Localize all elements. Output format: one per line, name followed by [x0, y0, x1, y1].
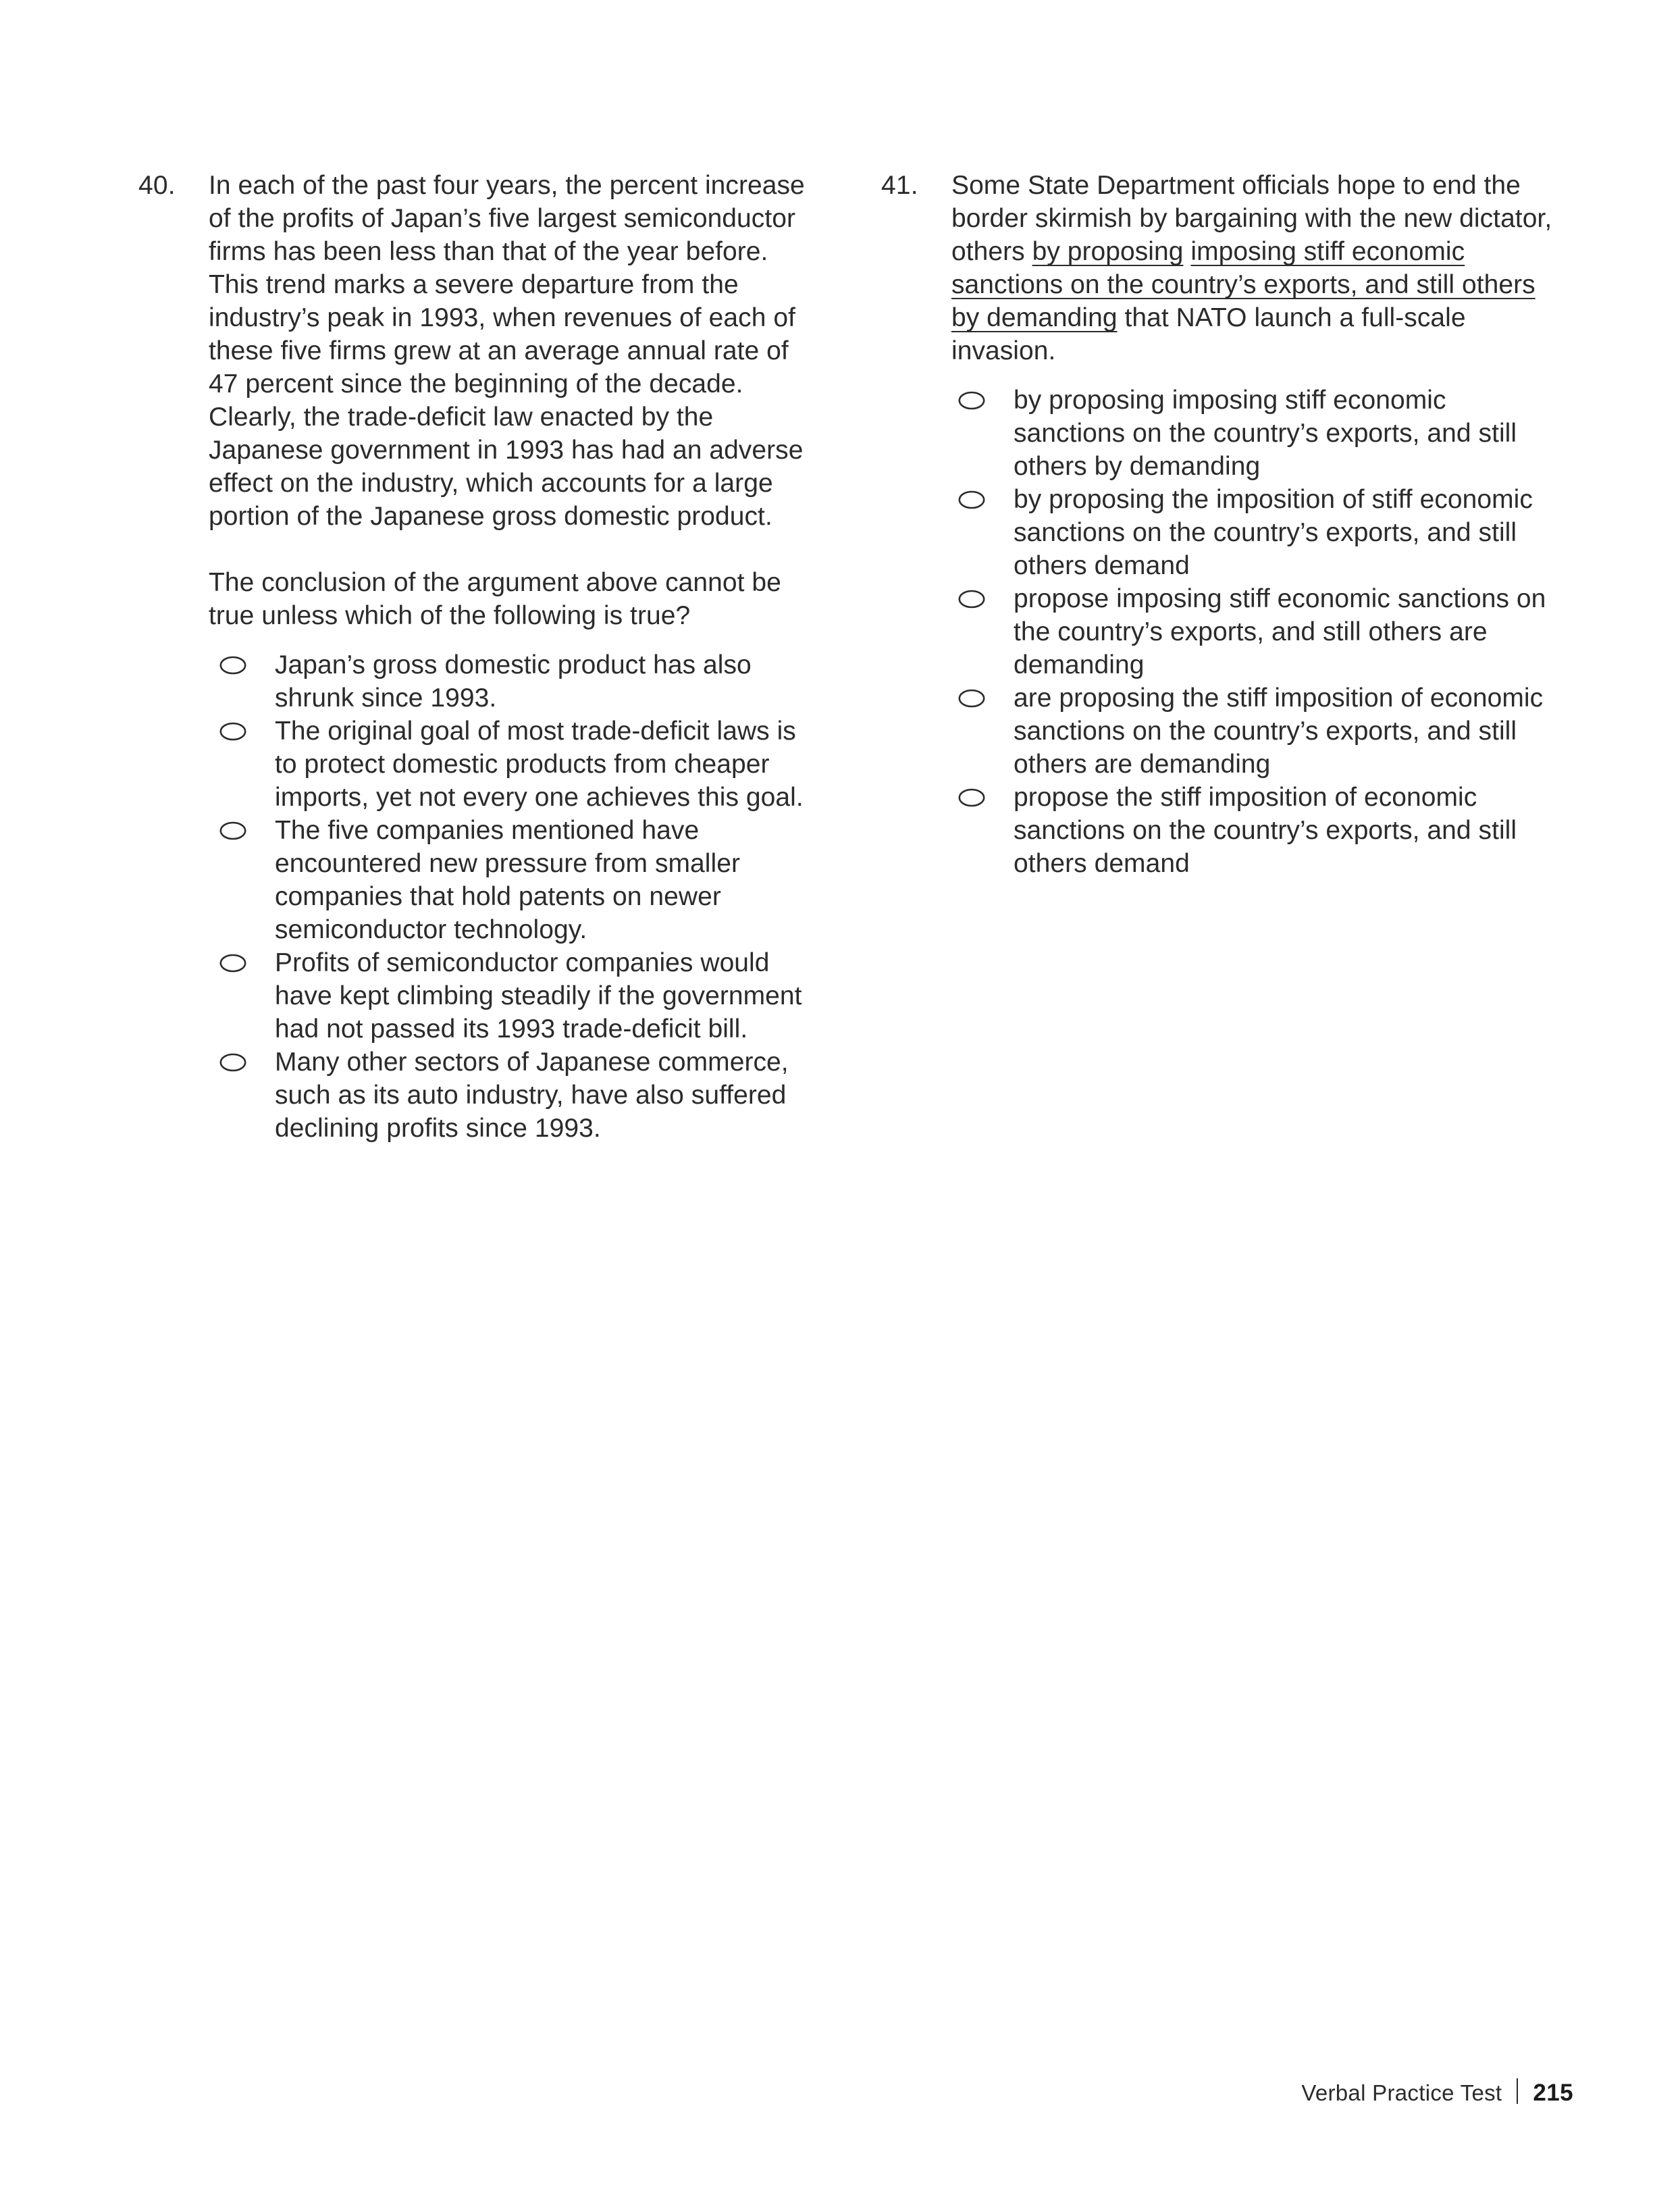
answer-choice-text: by proposing the imposition of stiff economic sanctions on the country’s exports, and still others demand [1014, 485, 1533, 580]
answer-choice[interactable] [951, 781, 1563, 880]
footer-divider-icon [1517, 2078, 1518, 2104]
answer-bubble-icon[interactable] [209, 715, 275, 748]
stem-segment-plain-2: that NATO launch a full-scale invasion. [951, 303, 1466, 365]
answer-choice-text: propose imposing stiff economic sanctions on the country’s exports, and still others are demanding [1014, 584, 1546, 679]
answer-bubble-icon[interactable] [951, 681, 1014, 715]
answer-choice[interactable] [209, 648, 820, 715]
answer-bubble-icon[interactable] [951, 483, 1014, 516]
column-right [881, 169, 1563, 891]
question-prompt: The conclusion of the argument above cannot be true unless which of the following is true? [209, 568, 781, 630]
answer-choice-text: Profits of semiconductor companies would have kept climbing steadily if the government had not passed its 1993 trade-deficit bill. [275, 948, 802, 1044]
question-body [951, 169, 1563, 891]
answer-choice-text: The original goal of most trade-deficit laws is to protect domestic products from cheaper imports, yet not every one achieves this goal. [275, 717, 804, 812]
answer-choice[interactable] [951, 384, 1563, 483]
answer-bubble-icon[interactable] [209, 648, 275, 681]
stem-segment-plain-1: Some State Department officials hope to end the border skirmish by bargaining with the new dictator, others [951, 171, 1552, 266]
question-number: 40. [138, 171, 176, 200]
answer-choice-text: Many other sectors of Japanese commerce, such as its auto industry, have also suffered declining profits since 1993. [275, 1048, 789, 1143]
question-40 [138, 169, 820, 1156]
question-number: 41. [881, 171, 918, 200]
answer-bubble-icon[interactable] [951, 781, 1014, 814]
answer-choice[interactable] [951, 582, 1563, 681]
page-footer [1301, 2075, 1573, 2107]
answer-choice-text: are proposing the stiff imposition of economic sanctions on the country’s exports, and still others are demanding [1014, 684, 1544, 779]
column-left [138, 169, 820, 1156]
answer-choice[interactable] [951, 483, 1563, 582]
answer-choice-text: Japan’s gross domestic product has also shrunk since 1993. [275, 650, 752, 713]
two-column-layout [138, 169, 1573, 1156]
answer-choice-list-40 [209, 648, 820, 1145]
page-number: 215 [1533, 2080, 1573, 2106]
answer-choice-text: by proposing imposing stiff economic sanctions on the country’s exports, and still others by demanding [1014, 386, 1517, 481]
question-stem-underlined [951, 169, 1563, 367]
answer-choice[interactable] [209, 814, 820, 946]
answer-choice[interactable] [209, 1046, 820, 1145]
answer-bubble-icon[interactable] [209, 1046, 275, 1079]
answer-choice-list-41 [951, 384, 1563, 880]
stem-segment-space [1184, 237, 1191, 266]
answer-choice[interactable] [951, 681, 1563, 781]
answer-choice-text: The five companies mentioned have encountered new pressure from smaller companies that hold patents on newer semiconductor technology. [275, 816, 740, 944]
answer-choice[interactable] [209, 946, 820, 1046]
answer-choice[interactable] [209, 715, 820, 814]
footer-title: Verbal Practice Test [1301, 2080, 1502, 2105]
question-41 [881, 169, 1563, 891]
answer-bubble-icon[interactable] [951, 582, 1014, 615]
question-body [209, 169, 820, 1156]
question-stem-paragraph-1: In each of the past four years, the percent increase of the profits of Japan’s five largest semiconductor firms has been less than that of the year before. This trend marks a severe departure from the industry’s peak in 1993, when revenues of each of these five firms grew at an average annual rate of 47 percent since the beginning of the decade. Clearly, the trade-deficit law enacted by the Japanese government in 1993 has had an adverse effect on the industry, which accounts for a large portion of the Japanese gross domestic product. [209, 171, 805, 531]
stem-segment-underlined-1: by proposing [1032, 237, 1184, 266]
stem-segment-underlined-2: imposing stiff economic sanctions on the country’s exports, and still others by demanding [951, 237, 1535, 332]
answer-bubble-icon[interactable] [209, 946, 275, 979]
answer-choice-text: propose the stiff imposition of economic sanctions on the country’s exports, and still others demand [1014, 783, 1517, 878]
answer-bubble-icon[interactable] [951, 384, 1014, 417]
answer-bubble-icon[interactable] [209, 814, 275, 847]
